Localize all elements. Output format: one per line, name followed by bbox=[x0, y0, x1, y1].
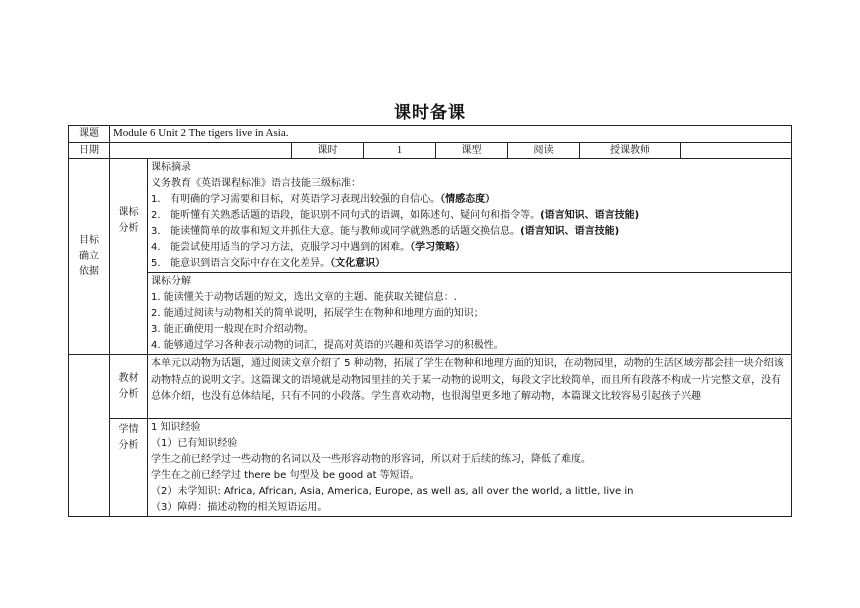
standards-analysis-row bbox=[69, 273, 792, 355]
topic-value: Module 6 Unit 2 The tigers live in Asia. bbox=[110, 126, 792, 143]
textbook-label bbox=[110, 355, 148, 419]
basis-label-line-1: 目标 bbox=[79, 235, 99, 247]
basis-label-line-3: 依据 bbox=[79, 266, 99, 278]
standards-intro: 义务教育《英语课程标准》语言技能三级标准： bbox=[151, 178, 361, 189]
date-label: 日期 bbox=[69, 142, 110, 159]
standards-item: 5. 能意识到语言交际中存在文化差异。（文化意识） bbox=[151, 258, 386, 269]
standards-label-line-1: 课标 bbox=[118, 207, 139, 218]
teacher-label: 授课教师 bbox=[580, 142, 681, 159]
standards-analysis-item: 4. 能够通过学习各种表示动物的词汇，提高对英语的兴趣和英语学习的积极性。 bbox=[151, 340, 504, 351]
textbook-text: 本单元以动物为话题，通过阅读文章介绍了 5 种动物，拓展了学生在物种和地理方面的知识，在动物园里，动物的生活区域旁都会挂一块介绍该动物特点的说明文字。这篇课文的语境就是动物园里挂的关于某一动物的说明文，每段文字比较简单，而且所有段落不构成一片完整文章，没有总体介绍，也没有总体结尾，只有不同的小段落。学生喜欢动物，也很渴望更多地了解动物，本篇课文比较容易引起孩子兴趣 bbox=[148, 355, 792, 419]
standards-excerpt-cell bbox=[148, 159, 792, 273]
date-value bbox=[110, 142, 292, 159]
textbook-row bbox=[69, 355, 792, 419]
standards-analysis-title: 课标分解 bbox=[151, 276, 191, 287]
students-line: （3）障碍：描述动物的相关短语运用。 bbox=[151, 502, 328, 513]
topic-label: 课题 bbox=[69, 126, 110, 143]
students-cell bbox=[148, 419, 792, 517]
basis-label-line-2: 确立 bbox=[79, 250, 99, 262]
standards-excerpt-row bbox=[69, 159, 792, 273]
standards-label bbox=[110, 159, 148, 355]
standards-item: 2. 能听懂有关熟悉话题的语段，能识别不同句式的语调，如陈述句、疑问句和指令等。(语言知识、语言技能) bbox=[151, 210, 640, 221]
basis-label bbox=[69, 159, 110, 355]
basis-continuation bbox=[69, 355, 110, 517]
standards-analysis-cell bbox=[148, 273, 792, 355]
period-label: 课时 bbox=[292, 142, 364, 159]
students-label-line-1: 学情 bbox=[118, 424, 139, 435]
standards-analysis-item: 3. 能正确使用一般现在时介绍动物。 bbox=[151, 324, 314, 335]
standards-item: 3. 能读懂简单的故事和短文并抓住大意。能与教师或同学就熟悉的话题交换信息。(语言知识、语言技能) bbox=[151, 226, 620, 237]
date-row bbox=[69, 142, 792, 159]
students-line: 学生之前已经学过一些动物的名词以及一些形容动物的形容词，所以对于后续的练习，降低了难度。 bbox=[151, 454, 591, 465]
lesson-plan-table bbox=[68, 125, 792, 517]
page-title: 课时备课 bbox=[394, 103, 466, 123]
standards-item: 1. 有明确的学习需要和目标，对英语学习表现出较强的自信心。（情感态度） bbox=[151, 194, 496, 205]
teacher-value bbox=[681, 142, 792, 159]
students-line: （1）已有知识经验 bbox=[151, 438, 238, 449]
textbook-label-line-2: 分析 bbox=[118, 388, 139, 400]
students-label bbox=[110, 419, 148, 517]
period-value: 1 bbox=[364, 142, 436, 159]
type-label: 课型 bbox=[436, 142, 508, 159]
standards-analysis-item: 2. 能通过阅读与动物相关的简单说明，拓展学生在物种和地理方面的知识； bbox=[151, 308, 484, 319]
type-value: 阅读 bbox=[508, 142, 580, 159]
students-line: 1 知识经验 bbox=[151, 422, 201, 433]
students-line: 学生在之前已经学过 there be 句型及 be good at 等短语。 bbox=[151, 470, 420, 481]
students-line: （2）未学知识: Africa, African, Asia, America, Europe, as well as, all over the world, a little, live in bbox=[151, 486, 634, 497]
standards-item: 4. 能尝试使用适当的学习方法，克服学习中遇到的困难。（学习策略） bbox=[151, 242, 466, 253]
standards-excerpt-title: 课标摘录 bbox=[151, 162, 191, 173]
topic-row bbox=[69, 126, 792, 143]
textbook-label-line-1: 教材 bbox=[118, 373, 139, 384]
students-label-line-2: 分析 bbox=[118, 439, 139, 451]
standards-analysis-item: 1. 能读懂关于动物话题的短文，选出文章的主题、能获取关键信息：. bbox=[151, 292, 457, 303]
standards-label-line-2: 分析 bbox=[118, 222, 139, 234]
students-row bbox=[69, 419, 792, 517]
